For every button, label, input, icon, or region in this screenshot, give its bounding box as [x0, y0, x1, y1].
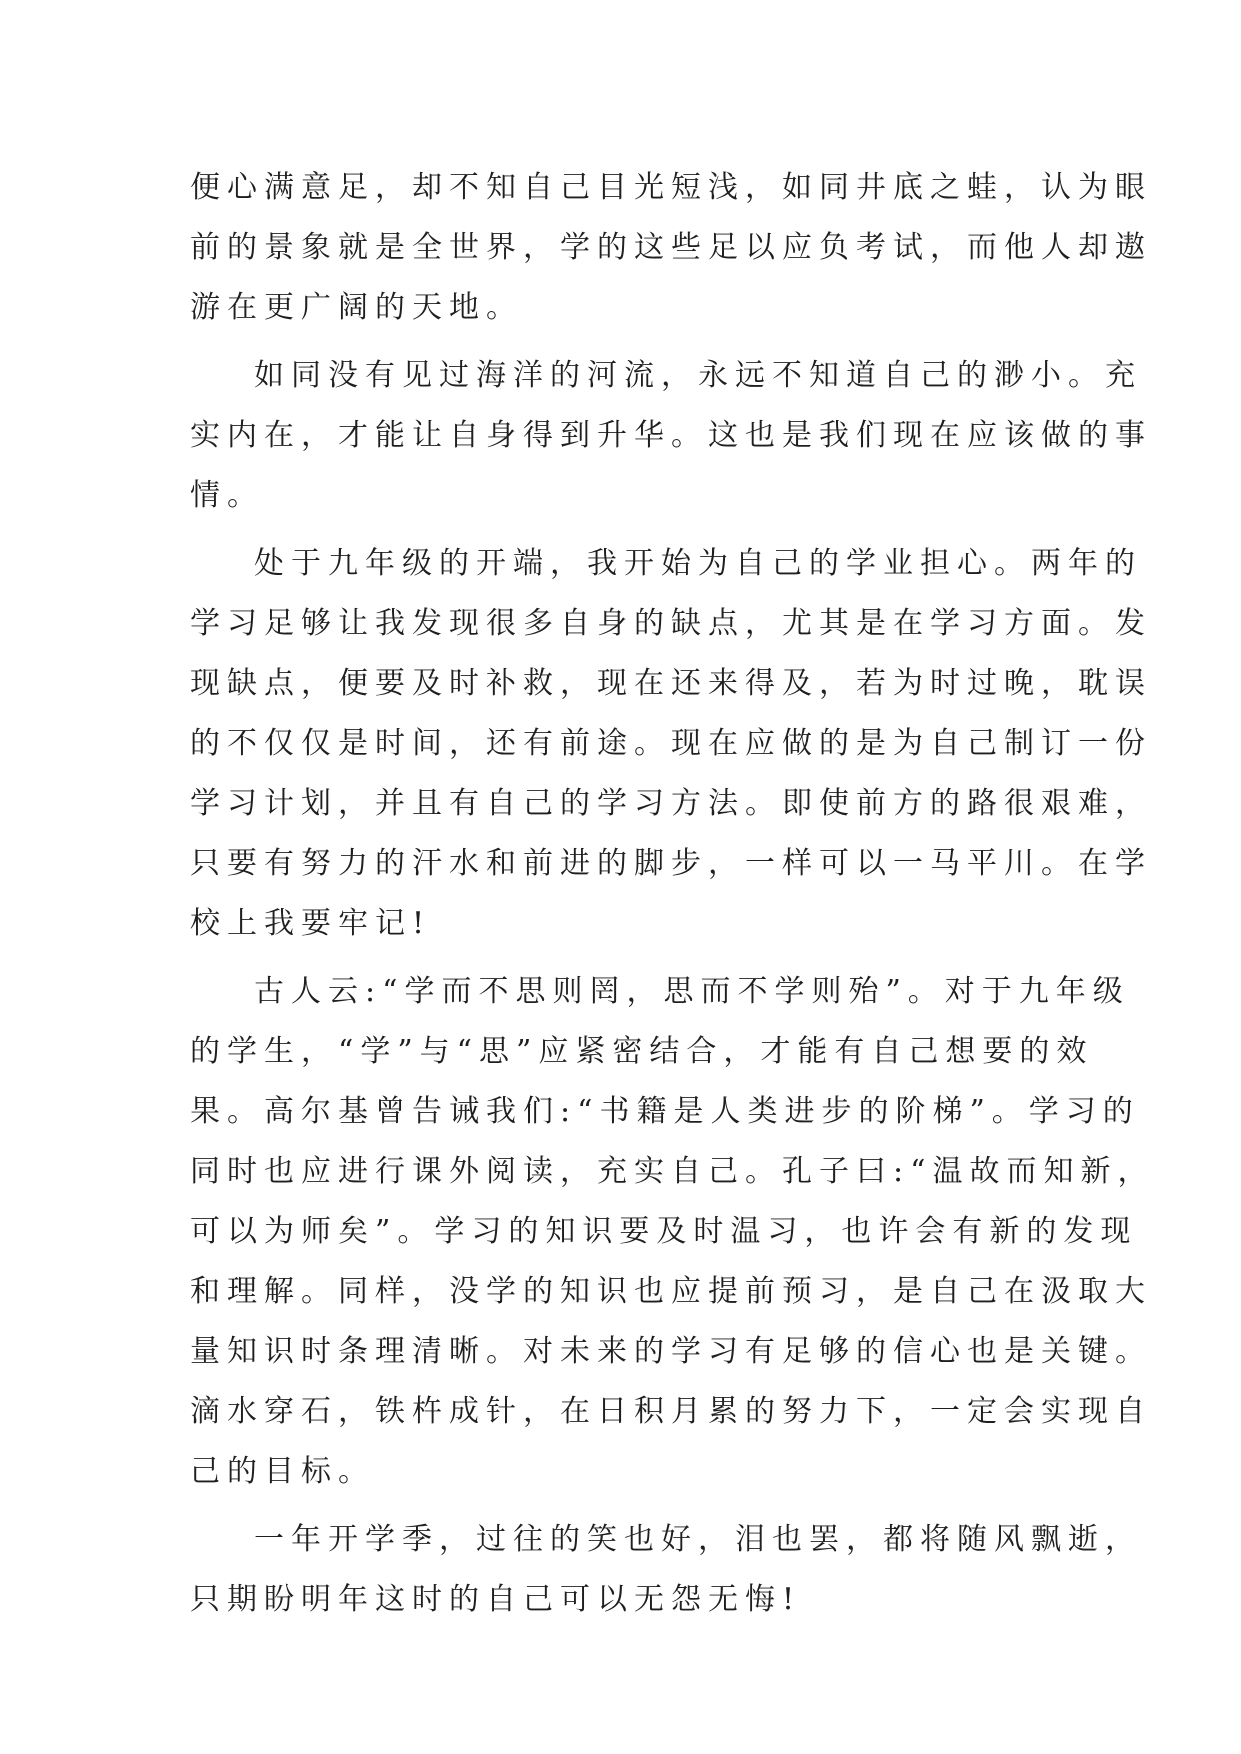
- paragraph-gap: [190, 526, 1060, 534]
- text-line: 便心满意足，却不知自己目光短浅，如同井底之蛙，认为眼: [190, 170, 1152, 205]
- text-line: 己的目标。: [190, 1454, 375, 1489]
- text-line: 只要有努力的汗水和前进的脚步，一样可以一马平川。在学: [190, 846, 1152, 881]
- text-line: 的不仅仅是时间，还有前途。现在应做的是为自己制订一份: [190, 726, 1152, 761]
- text-line: 游在更广阔的天地。: [190, 290, 523, 325]
- paragraph-gap: [190, 954, 1060, 962]
- text-line: 一年开学季，过往的笑也好，泪也罢，都将随风飘逝，: [254, 1522, 1142, 1557]
- text-line: 古人云:“学而不思则罔，思而不学则殆”。对于九年级: [254, 974, 1130, 1009]
- text-line: 果。高尔基曾告诫我们:“书籍是人类进步的阶梯”。学习的: [190, 1094, 1140, 1129]
- text-line: 滴水穿石，铁杵成针，在日积月累的努力下，一定会实现自: [190, 1394, 1152, 1429]
- text-line: 同时也应进行课外阅读，充实自己。孔子曰:“温故而知新，: [190, 1154, 1155, 1189]
- text-line: 现缺点，便要及时补救，现在还来得及，若为时过晚，耽误: [190, 666, 1152, 701]
- text-line: 可以为师矣”。学习的知识要及时温习，也许会有新的发现: [190, 1214, 1138, 1249]
- paragraph-2: [190, 346, 1152, 526]
- text-line: 实内在，才能让自身得到升华。这也是我们现在应该做的事: [190, 418, 1152, 453]
- text-line: 和理解。同样，没学的知识也应提前预习，是自己在汲取大: [190, 1274, 1152, 1309]
- paragraph-1: [190, 158, 1152, 338]
- paragraph-4: [190, 962, 1155, 1502]
- document-body: [190, 158, 1155, 1630]
- text-line: 处于九年级的开端，我开始为自己的学业担心。两年的: [254, 546, 1142, 581]
- text-line: 校上我要牢记!: [190, 906, 432, 941]
- text-line: 前的景象就是全世界，学的这些足以应负考试，而他人却遨: [190, 230, 1152, 265]
- text-line: 只期盼明年这时的自己可以无怨无悔!: [190, 1582, 802, 1617]
- text-line: 如同没有见过海洋的河流，永远不知道自己的渺小。充: [254, 358, 1142, 393]
- text-line: 的学生，“学”与“思”应紧密结合，才能有自己想要的效: [190, 1034, 1094, 1069]
- text-line: 学习足够让我发现很多自身的缺点，尤其是在学习方面。发: [190, 606, 1152, 641]
- text-line: 学习计划，并且有自己的学习方法。即使前方的路很艰难，: [190, 786, 1152, 821]
- paragraph-gap: [190, 338, 1060, 346]
- paragraph-gap: [190, 1502, 1060, 1510]
- paragraph-5: [190, 1510, 1142, 1630]
- paragraph-3: [190, 534, 1152, 954]
- text-line: 情。: [190, 478, 264, 513]
- text-line: 量知识时条理清晰。对未来的学习有足够的信心也是关键。: [190, 1334, 1152, 1369]
